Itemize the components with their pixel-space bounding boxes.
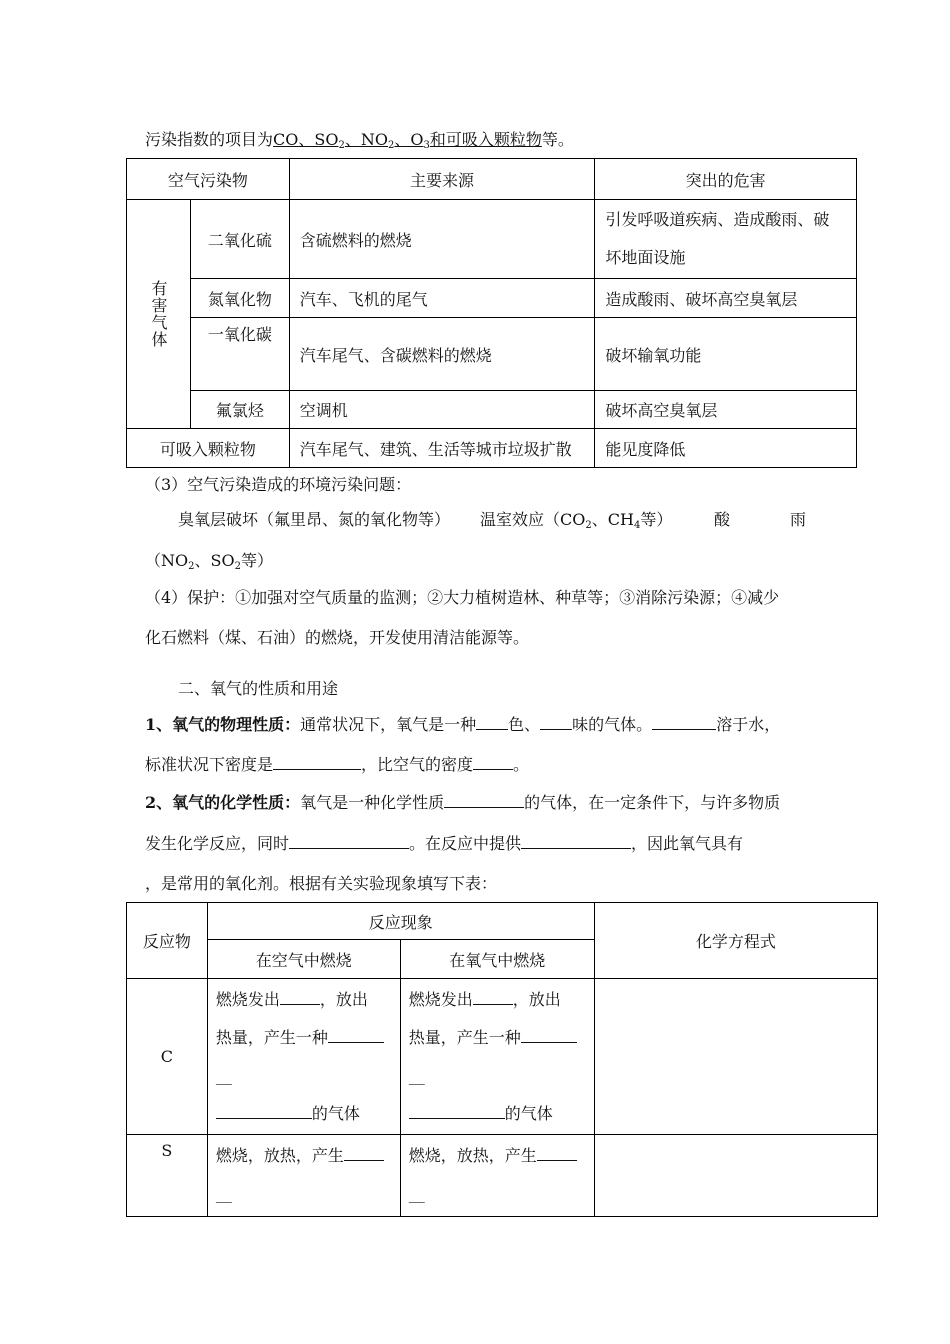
blank-solubility[interactable] <box>652 715 716 730</box>
blank-s-air[interactable] <box>344 1146 384 1161</box>
blank-color[interactable] <box>476 715 508 730</box>
s-equation[interactable] <box>594 1135 877 1217</box>
blank-c-air-light[interactable] <box>280 990 320 1005</box>
group-label-cell <box>127 200 191 429</box>
header-in-air: 在空气中燃烧 <box>207 940 400 979</box>
header-harm: 突出的危害 <box>595 159 857 200</box>
row-pm-name: 可吸入颗粒物 <box>127 429 290 468</box>
row-nox-harm: 造成酸雨、破坏高空臭氧层 <box>595 279 857 318</box>
c-in-air: 燃烧发出 ，放出 热量，产生一种 __ 的气体 <box>207 979 400 1135</box>
row-co-harm: 破坏输氧功能 <box>595 318 857 391</box>
row-pm-source: 汽车尾气、建筑、生活等城市垃圾扩散 <box>289 429 595 468</box>
row-so2-harm: 引发呼吸道疾病、造成酸雨、破 坏地面设施 <box>595 200 857 279</box>
row-cfc-source: 空调机 <box>289 391 595 429</box>
blank-c-oxy-light[interactable] <box>473 990 513 1005</box>
blank-release[interactable] <box>289 834 409 849</box>
reaction-table <box>126 902 878 1217</box>
row-nox-name: 氮氧化物 <box>190 279 289 318</box>
reactant-c: C <box>127 979 208 1135</box>
header-pollutant: 空气污染物 <box>127 159 290 200</box>
header-source: 主要来源 <box>289 159 595 200</box>
blank-s-oxy[interactable] <box>537 1146 577 1161</box>
blank-c-oxy-gas[interactable] <box>521 1028 577 1043</box>
section3-acid-2: 雨 <box>790 510 807 529</box>
physical-line1: 1、氧气的物理性质：通常状况下，氧气是一种 色、 味的气体。 溶于水， <box>145 715 781 734</box>
row-so2-source: 含硫燃料的燃烧 <box>289 200 595 279</box>
header-reactant: 反应物 <box>127 903 208 979</box>
section3-ozone: 臭氧层破坏（氟里昂、氮的氧化物等） <box>178 510 451 529</box>
chemical-line1: 2、氧气的化学性质：氧气是一种化学性质 的气体，在一定条件下，与许多物质 <box>145 793 781 812</box>
blank-provide[interactable] <box>521 834 631 849</box>
chemical-line2: 发生化学反应，同时 。在反应中提供 ，因此氧气具有 <box>145 834 744 853</box>
s-in-air: 燃烧，放热，产生 __ <box>207 1135 400 1217</box>
blank-c-air-gas-2[interactable] <box>216 1104 312 1119</box>
row-pm-harm: 能见度降低 <box>595 429 857 468</box>
c-in-oxygen: 燃烧发出 ，放出 热量，产生一种 __ 的气体 <box>400 979 594 1135</box>
pollutant-table <box>126 158 857 468</box>
header-phenomenon: 反应现象 <box>207 903 594 940</box>
section4-line2: 化石燃料（煤、石油）的燃烧，开发使用清洁能源等。 <box>145 628 530 647</box>
header-in-oxygen: 在氧气中燃烧 <box>400 940 594 979</box>
s-in-oxygen: 燃烧，放热，产生 __ <box>400 1135 594 1217</box>
blank-c-oxy-gas-2[interactable] <box>409 1104 505 1119</box>
section4-line1: （4）保护：①加强对空气质量的监测；②大力植树造林、种草等；③消除污染源；④减少 <box>145 588 780 607</box>
intro-suffix: 等。 <box>541 130 574 149</box>
c-equation[interactable] <box>594 979 877 1135</box>
intro-line <box>145 127 574 151</box>
blank-density-compare[interactable] <box>473 755 513 770</box>
blank-chem-property[interactable] <box>444 793 524 808</box>
row-co-name: 一氧化碳 <box>190 318 289 391</box>
reactant-s: S <box>127 1135 208 1217</box>
heading-oxygen: 二、氧气的性质和用途 <box>178 679 339 698</box>
blank-c-air-gas[interactable] <box>328 1028 384 1043</box>
section3-title: （3）空气污染造成的环境污染问题： <box>145 475 412 494</box>
blank-smell[interactable] <box>540 715 572 730</box>
row-co-source: 汽车尾气、含碳燃料的燃烧 <box>289 318 595 391</box>
chemical-line3: ，是常用的氧化剂。根据有关实验现象填写下表： <box>145 874 498 893</box>
intro-items: CO、$SO_2$、$NO_2$、$O_3$和可吸入颗粒物 <box>273 130 542 151</box>
section3-acid-1: 酸 <box>714 510 731 529</box>
group-label: 有害气体 <box>148 280 168 348</box>
section3-acid-detail: （$NO_2$、$SO_2$等） <box>145 551 273 572</box>
physical-label: 1、氧气的物理性质： <box>145 715 301 734</box>
row-cfc-harm: 破坏高空臭氧层 <box>595 391 857 429</box>
intro-prefix: 污染指数的项目为 <box>145 130 274 149</box>
chemical-label: 2、氧气的化学性质： <box>145 793 301 812</box>
row-so2-name: 二氧化硫 <box>190 200 289 279</box>
row-cfc-name: 氟氯烃 <box>190 391 289 429</box>
header-equation: 化学方程式 <box>594 903 877 979</box>
row-nox-source: 汽车、飞机的尾气 <box>289 279 595 318</box>
blank-density[interactable] <box>273 755 361 770</box>
physical-line2: 标准状况下密度是 ，比空气的密度 。 <box>145 755 530 774</box>
section3-greenhouse: 温室效应（$CO_2$、$CH_4$等） <box>480 510 673 531</box>
